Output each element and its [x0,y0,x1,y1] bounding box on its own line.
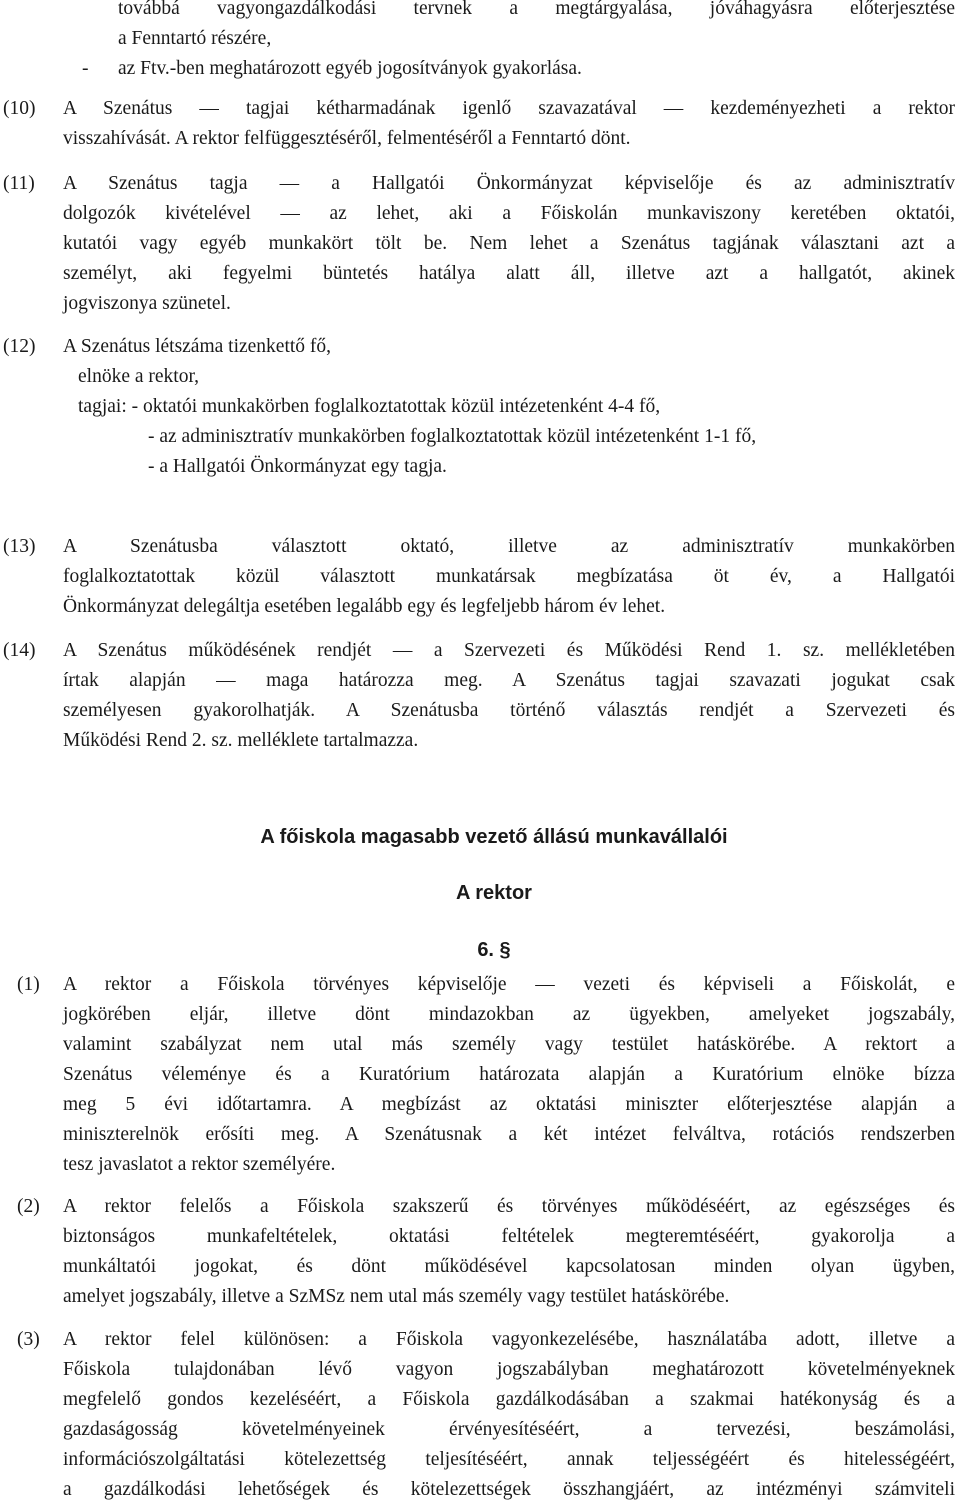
paragraph-line: jogkörében eljár, illetve dönt mindazokban az ügyekben, amelyeket jogszabály, [63,1004,955,1025]
paragraph-line: miniszterelnök erősíti meg. A Szenátusnak a két intézet felváltva, rotációs rendszerben [63,1124,955,1145]
section-number: (14) [3,640,36,661]
paragraph-line: gazdaságosság követelményeinek érvényesítéséért, a tervezési, beszámolási, [63,1419,955,1440]
section-line: kutatói vagy egyéb munkakört tölt be. Nem lehet a Szenátus tagjának választani azt a [63,233,955,254]
continued-line: a Fenntartó részére, [118,28,272,49]
section-line: jogviszonya szünetel. [63,293,231,314]
section-number: (13) [3,536,36,557]
paragraph-number: (1) [17,974,40,995]
section-line: A Szenátus működésének rendjét — a Szervezeti és Működési Rend 1. sz. mellékletében [63,640,955,661]
paragraph-number: (2) [17,1196,40,1217]
section-line: személyesen gyakorolhatják. A Szenátusba történő választás rendjét a Szervezeti és [63,700,955,721]
section-line: írtak alapján — maga határozza meg. A Szenátus tagjai szavazati jogukat csak [63,670,955,691]
section-line: - a Hallgatói Önkormányzat egy tagja. [148,456,447,477]
section-mark: 6. § [477,939,511,961]
section-line: A Szenátus tagja — a Hallgatói Önkormányzat képviselője és az adminisztratív [63,173,955,194]
section-line: dolgozók kivételével — az lehet, aki a Főiskolán munkaviszony keretében oktatói, [63,203,955,224]
section-line: A Szenátus létszáma tizenkettő fő, [63,336,332,357]
sub-heading: A rektor [456,882,532,904]
paragraph-line: megfelelő gondos kezeléséért, a Főiskola gazdálkodásában a szakmai hatékonyság és a [63,1389,955,1410]
section-line: Önkormányzat delegáltja esetében legalább egy és legfeljebb három év lehet. [63,596,666,617]
paragraph-number: (3) [17,1329,40,1350]
list-item-text: az Ftv.-ben meghatározott egyéb jogosítványok gyakorlása. [118,58,582,79]
paragraph-line: munkáltatói jogokat, és dönt működésével kapcsolatosan minden olyan ügyben, [63,1256,955,1277]
section-line: foglalkoztatottak közül választott munkatársak megbízatása öt év, a Hallgatói [63,566,955,587]
chapter-heading: A főiskola magasabb vezető állású munkavállalói [260,826,728,848]
section-number: (11) [3,173,35,194]
section-line: - az adminisztratív munkakörben foglalkoztatottak közül intézetenként 1-1 fő, [148,426,757,447]
paragraph-line: a gazdálkodási lehetőségek és kötelezettségek összhangjáért, az intézményi számviteli [63,1479,955,1500]
list-dash: - [82,58,89,79]
section-line: Működési Rend 2. sz. melléklete tartalmazza. [63,730,419,751]
paragraph-line: valamint szabályzat nem utal más személy vagy testület hatáskörébe. A rektort a [63,1034,955,1055]
section-line: visszahívását. A rektor felfüggesztéséről, felmentéséről a Fenntartó dönt. [63,128,631,149]
continued-line: továbbá vagyongazdálkodási tervnek a megtárgyalása, jóváhagyásra előterjesztése [118,0,955,19]
paragraph-line: amelyet jogszabály, illetve a SzMSz nem utal más személy vagy testület hatáskörébe. [63,1286,730,1307]
section-line: A Szenátus — tagjai kétharmadának igenlő szavazatával — kezdeményezheti a rektor [63,98,955,119]
paragraph-line: Szenátus véleménye és a Kuratórium határozata alapján a Kuratórium elnöke bízza [63,1064,955,1085]
paragraph-line: meg 5 évi időtartamra. A megbízást az oktatási miniszter előterjesztése alapján a [63,1094,955,1115]
paragraph-line: A rektor felelős a Főiskola szakszerű és törvényes működéséért, az egészséges és [63,1196,955,1217]
paragraph-line: A rektor felel különösen: a Főiskola vagyonkezelésébe, használatába adott, illetve a [63,1329,955,1350]
paragraph-line: tesz javaslatot a rektor személyére. [63,1154,336,1175]
paragraph-line: Főiskola tulajdonában lévő vagyon jogszabályban meghatározott követelményeknek [63,1359,955,1380]
section-line: elnöke a rektor, [78,366,200,387]
paragraph-line: biztonságos munkafeltételek, oktatási feltételek megteremtéséért, gyakorolja a [63,1226,955,1247]
section-number: (12) [3,336,36,357]
section-number: (10) [3,98,36,119]
section-line: A Szenátusba választott oktató, illetve az adminisztratív munkakörben [63,536,955,557]
paragraph-line: A rektor a Főiskola törvényes képviselője — vezeti és képviseli a Főiskolát, e [63,974,955,995]
section-line: tagjai: - oktatói munkakörben foglalkoztatottak közül intézetenként 4-4 fő, [78,396,661,417]
paragraph-line: információszolgáltatási kötelezettség teljesítéséért, annak teljességéért és hitelességéért, [63,1449,955,1470]
section-line: személyt, aki fegyelmi büntetés hatálya alatt áll, illetve azt a hallgatót, akinek [63,263,955,284]
